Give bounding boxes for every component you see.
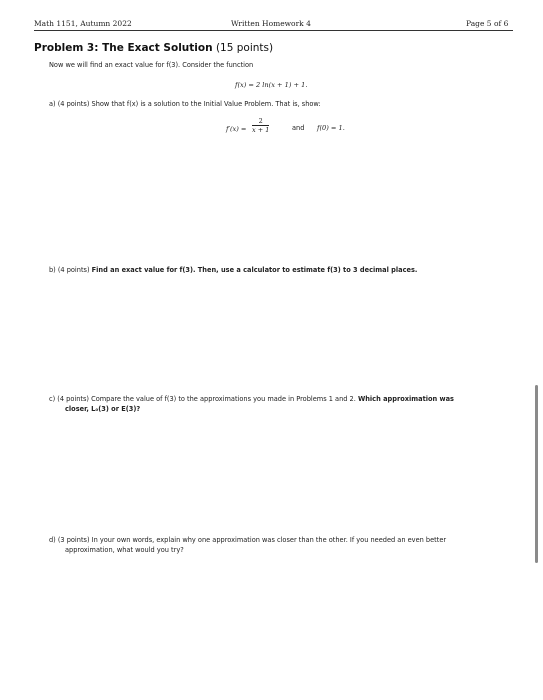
part-c-question [49, 395, 454, 403]
problem-title-text: Problem 3: The Exact Solution [34, 42, 213, 54]
part-a-label: a) (4 points) [49, 100, 90, 108]
derivative-lhs: f′(x) = [226, 125, 247, 133]
part-d-text: In your own words, explain why one approximation was closer than the other. If you needed an even better [91, 536, 447, 544]
part-c-question-continued [65, 405, 140, 413]
fraction-denominator: x + 1 [252, 126, 270, 134]
part-d-question-continued: approximation, what would you try? [65, 546, 184, 554]
derivative-fraction [252, 117, 269, 134]
part-a-text: Show that f(x) is a solution to the Initial Value Problem. That is, show: [91, 100, 321, 108]
header-title: Written Homework 4 [231, 19, 311, 28]
part-c-bold-text-2: closer, L₀(3) or E(3)? [65, 405, 141, 413]
fraction-numerator: 2 [252, 117, 269, 126]
part-c-bold-text: Which approximation was [357, 395, 454, 403]
part-b-text: Find an exact value for f(3). Then, use a calculator to estimate f(3) to 3 decimal places. [91, 266, 418, 274]
problem-intro: Now we will find an exact value for f(3). Consider the function [49, 61, 254, 69]
problem-points: (15 points) [215, 42, 274, 54]
header-course: Math 1151, Autumn 2022 [34, 19, 132, 28]
scrollbar-thumb[interactable] [535, 385, 538, 563]
header-page-number: Page 5 of 6 [466, 19, 509, 28]
initial-condition: f(0) = 1. [317, 124, 345, 132]
and-word: and [292, 124, 305, 132]
part-c-text: Compare the value of f(3) to the approximations you made in Problems 1 and 2. [91, 395, 356, 403]
function-definition: f(x) = 2 ln(x + 1) + 1. [235, 81, 308, 89]
part-c-label: c) (4 points) [49, 395, 89, 403]
part-d-label: d) (3 points) [49, 536, 90, 544]
part-b-label: b) (4 points) [49, 266, 90, 274]
part-b-question [49, 266, 417, 274]
part-a-question [49, 100, 321, 108]
header-rule [34, 30, 513, 31]
part-d-question [49, 536, 446, 544]
problem-title [34, 42, 273, 54]
